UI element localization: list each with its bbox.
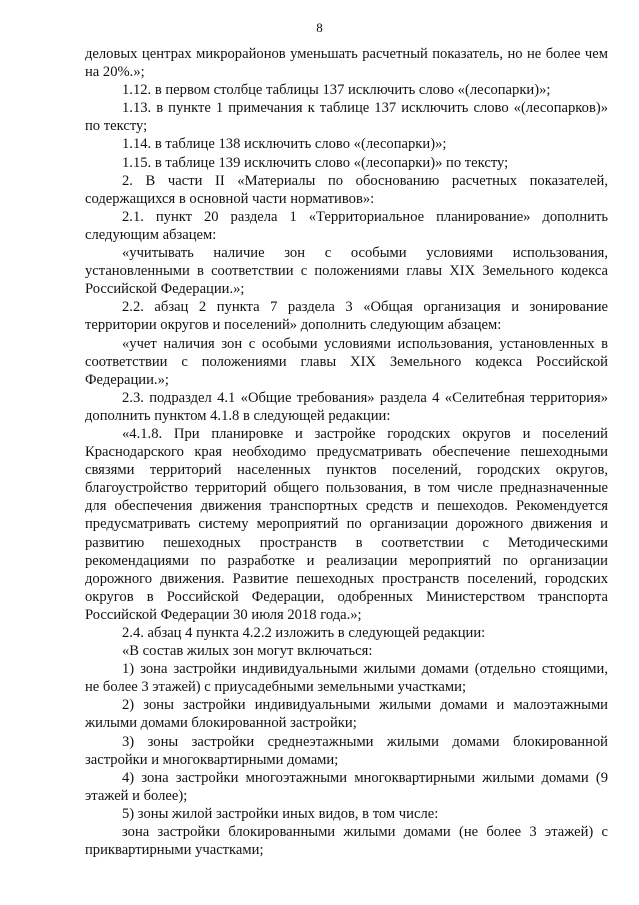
paragraph-item-1-15: 1.15. в таблице 139 исключить слово «(лесопарки)» по тексту; (122, 154, 509, 171)
paragraph-zones-intro: «В состав жилых зон могут включаться: (122, 643, 373, 660)
paragraph-item-2-4: 2.4. абзац 4 пункта 4.2.2 изложить в следующей редакции: (122, 625, 486, 641)
paragraph-item-1-14: 1.14. в таблице 138 исключить слово «(лесопарки)»; (122, 136, 447, 153)
paragraph-quote-2-2: «учет наличия зон с особыми условиями использования, установленных в соответствии с положениями главы XIX Земельного кодекса Российской Федерации.»; (85, 335, 608, 388)
paragraph-zone-blocked: зона застройки блокированными жилыми домами (не более 3 этажей) с приквартирными участками; (85, 824, 608, 859)
paragraph-zone-4: 4) зона застройки многоэтажными многоквартирными жилыми домами (9 этажей и более); (85, 769, 608, 804)
paragraph-zone-5: 5) зоны жилой застройки иных видов, в том числе: (122, 805, 439, 822)
paragraph-item-2-1: 2.1. пункт 20 раздела 1 «Территориальное планирование» дополнить следующим абзацем: (85, 208, 608, 243)
paragraph-zone-2: 2) зоны застройки индивидуальными жилыми домами и малоэтажными жилыми домами блокированной застройки; (85, 697, 608, 732)
paragraph-quote-4-1-8: «4.1.8. При планировке и застройке городских округов и поселений Краснодарского края необходимо предусматривать обеспечение пешеходными связями территорий населенных пунктов поселений, городских округов, благоустройство территорий общего пользования, в том числе предназначенные для обеспечения движения транспортных средств и пешеходов. Рекомендуется предусматривать систему мероприятий по организации дорожного движения и развитию пешеходных пространств в соответствии с Методическими рекомендациями по разработке и реализации мероприятий по организации дорожного движения. Развитие пешеходных пространств поселений, городских округов в Российской Федерации, одобренных Министерством транспорта Российской Федерации 30 июля 2018 года.»; (85, 425, 608, 623)
paragraph-item-2: 2. В части II «Материалы по обоснованию расчетных показателей, содержащихся в основной части нормативов»: (85, 172, 608, 207)
paragraph-quote-2-1: «учитывать наличие зон с особыми условиями использования, установленными в соответствии с положениями главы XIX Земельного кодекса Российской Федерации.»; (85, 245, 608, 298)
paragraph-item-2-3: 2.3. подраздел 4.1 «Общие требования» раздела 4 «Селитебная территория» дополнить пунктом 4.1.8 в следующей редакции: (85, 389, 608, 424)
paragraph-zone-1: 1) зона застройки индивидуальными жилыми домами (отдельно стоящими, не более 3 этажей) с приусадебными земельными участками; (85, 661, 608, 696)
paragraph-zone-3: 3) зоны застройки среднеэтажными жилыми домами блокированной застройки и многоквартирными домами; (85, 733, 608, 768)
document-body (85, 45, 608, 859)
paragraph-item-2-2: 2.2. абзац 2 пункта 7 раздела 3 «Общая организация и зонирование территории округов и поселений» дополнить следующим абзацем: (85, 299, 608, 334)
page-number: 8 (316, 20, 323, 35)
paragraph-continuation: деловых центрах микрорайонов уменьшать расчетный показатель, но не более чем на 20%.»; (85, 46, 608, 81)
paragraph-item-1-12: 1.12. в первом столбце таблицы 137 исключить слово «(лесопарки)»; (122, 82, 551, 99)
paragraph-item-1-13: 1.13. в пункте 1 примечания к таблице 137 исключить слово «(лесопарков)» по тексту; (85, 100, 608, 135)
